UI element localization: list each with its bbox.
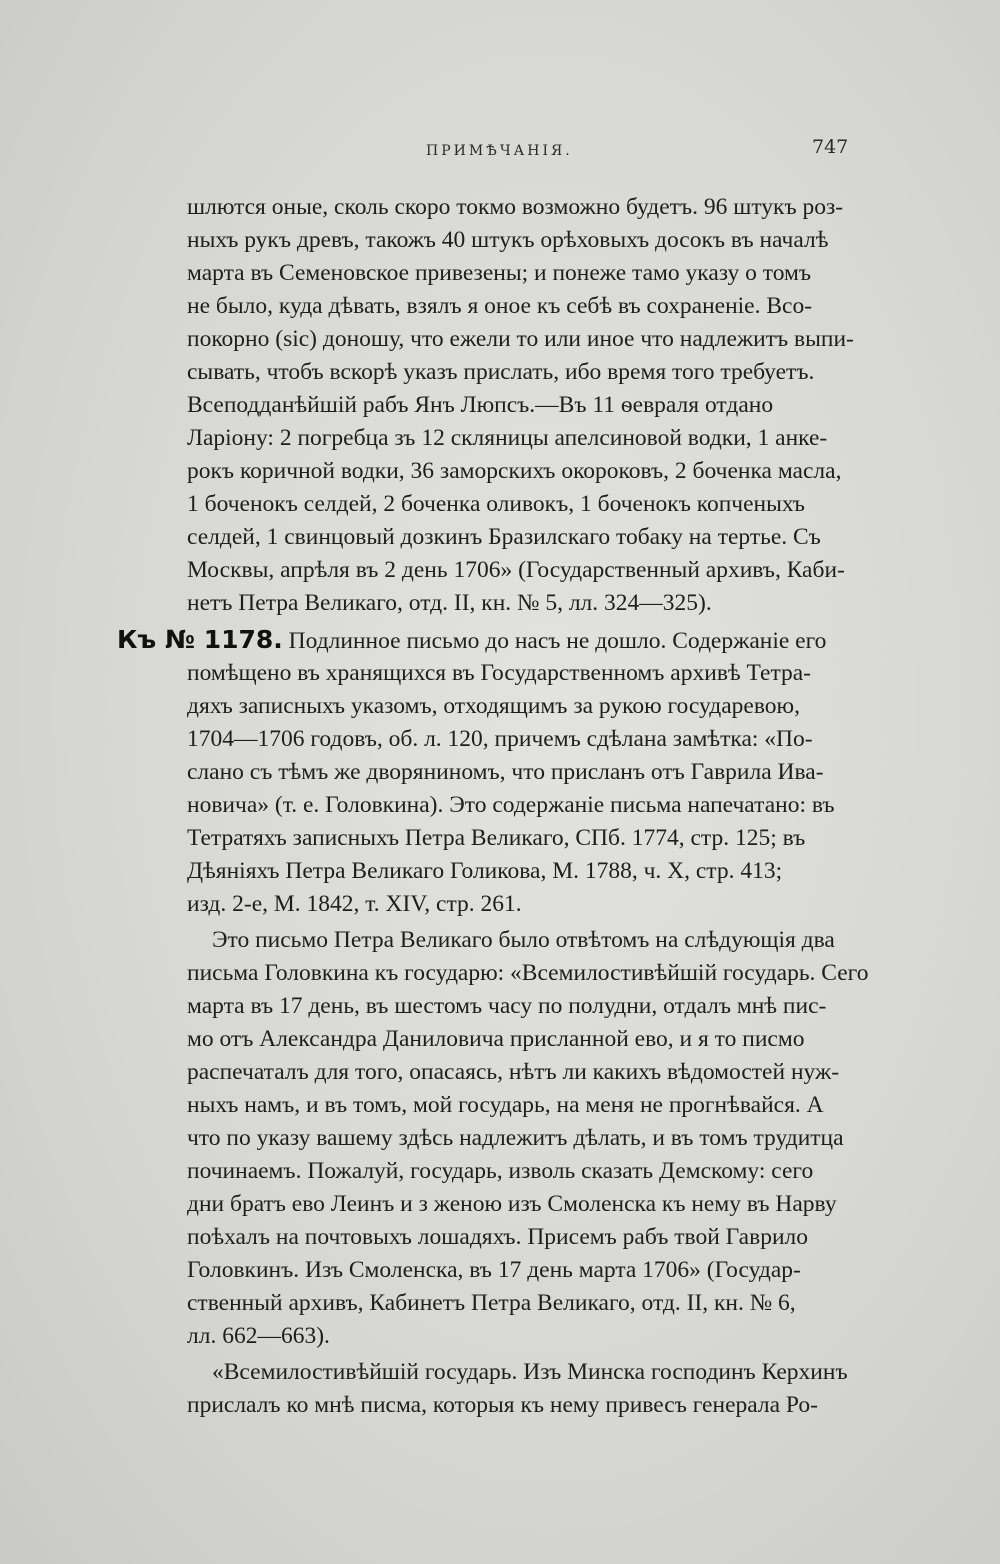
text-line: письма Головкина къ государю: «Всемилостивѣйшій государь. Сего <box>187 960 869 986</box>
text-line: Головкинъ. Изъ Смоленска, въ 17 день марта 1706» (Государ- <box>187 1257 801 1283</box>
text-line: 1 боченокъ селдей, 2 боченка оливокъ, 1 боченокъ копченыхъ <box>187 491 805 517</box>
text-line: дяхъ записныхъ указомъ, отходящимъ за рукою государевою, <box>187 693 800 719</box>
text-line: помѣщено въ хранящихся въ Государственномъ архивѣ Тетра- <box>187 660 812 686</box>
text-line: Всеподданѣйшій рабъ Янъ Люпсъ.—Въ 11 ѳевраля отдано <box>187 392 774 418</box>
text-line: селдей, 1 свинцовый дозкинъ Бразилскаго тобаку на тертье. Съ <box>187 524 821 550</box>
text-line: изд. 2-е, М. 1842, т. XIV, стр. 261. <box>187 891 522 917</box>
text-line: ныхъ рукъ древъ, такожъ 40 штукъ орѣховыхъ досокъ въ началѣ <box>187 227 829 253</box>
text-line: лл. 662—663). <box>187 1323 330 1349</box>
text-line: не было, куда дѣвать, взялъ я оное къ себѣ въ сохраненіе. Всо- <box>187 293 813 319</box>
text-line: нетъ Петра Великаго, отд. II, кн. № 5, лл. 324—325). <box>187 590 712 616</box>
text-line: поѣхалъ на почтовыхъ лошадяхъ. Присемъ рабъ твой Гаврило <box>187 1224 808 1250</box>
text-line: Дѣяніяхъ Петра Великаго Голикова, М. 1788, ч. X, стр. 413; <box>187 858 783 884</box>
text-line: ственный архивъ, Кабинетъ Петра Великаго, отд. II, кн. № 6, <box>187 1290 796 1316</box>
text-line: Москвы, апрѣля въ 2 день 1706» (Государственный архивъ, Каби- <box>187 557 845 583</box>
text-line: рокъ коричной водки, 36 заморскихъ окороковъ, 2 боченка масла, <box>187 458 842 484</box>
text-line: Ларіону: 2 погребца зъ 12 скляницы апелсиновой водки, 1 анке- <box>187 425 828 451</box>
running-head: ПРИМѢЧАНІЯ. <box>426 143 573 159</box>
text-line: починаемъ. Пожалуй, государь, изволь сказать Демскому: сего <box>187 1158 814 1184</box>
text-line: Тетратяхъ записныхъ Петра Великаго, СПб. 1774, стр. 125; въ <box>187 825 806 851</box>
text-line: «Всемилостивѣйшій государь. Изъ Минска господинъ Керхинъ <box>212 1359 848 1385</box>
text-line: слано съ тѣмъ же дворяниномъ, что присланъ отъ Гаврила Ива- <box>187 759 824 785</box>
section-lead: Къ № 1178. <box>117 625 283 654</box>
text-line: сывать, чтобъ вскорѣ указъ прислать, ибо время того требуетъ. <box>187 359 815 385</box>
text-line: Подлинное письмо до насъ не дошло. Содержаніе его <box>288 628 827 654</box>
text-line: распечаталъ для того, опасаясь, нѣтъ ли какихъ вѣдомостей нуж- <box>187 1059 840 1085</box>
text-line: 1704—1706 годовъ, об. л. 120, причемъ сдѣлана замѣтка: «По- <box>187 726 813 752</box>
text-line: Это письмо Петра Великаго было отвѣтомъ на слѣдующія два <box>212 927 835 953</box>
text-line: марта въ 17 день, въ шестомъ часу по полудни, отдалъ мнѣ пис- <box>187 993 827 1019</box>
text-line: мо отъ Александра Даниловича присланной ево, и я то писмо <box>187 1026 805 1052</box>
text-line: новича» (т. е. Головкина). Это содержаніе письма напечатано: въ <box>187 792 835 818</box>
text-line: марта въ Семеновское привезены; и понеже тамо указу о томъ <box>187 260 812 286</box>
text-line: покорно (sic) доношу, что ежели то или иное что надлежитъ выпи- <box>187 326 854 352</box>
text-line: что по указу вашему здѣсь надлежитъ дѣлать, и въ томъ трудитца <box>187 1125 844 1151</box>
text-line: ныхъ намъ, и въ томъ, мой государь, на меня не прогнѣвайся. А <box>187 1092 824 1118</box>
text-line: прислалъ ко мнѣ писма, которыя къ нему привесъ генерала Ро- <box>187 1392 818 1418</box>
text-line: шлются оные, сколь скоро токмо возможно будетъ. 96 штукъ роз- <box>187 194 844 220</box>
section-first-line <box>117 625 826 656</box>
page-number: 747 <box>812 136 849 158</box>
text-line: дни братъ ево Леинъ и з женою изъ Смоленска къ нему въ Нарву <box>187 1191 837 1217</box>
